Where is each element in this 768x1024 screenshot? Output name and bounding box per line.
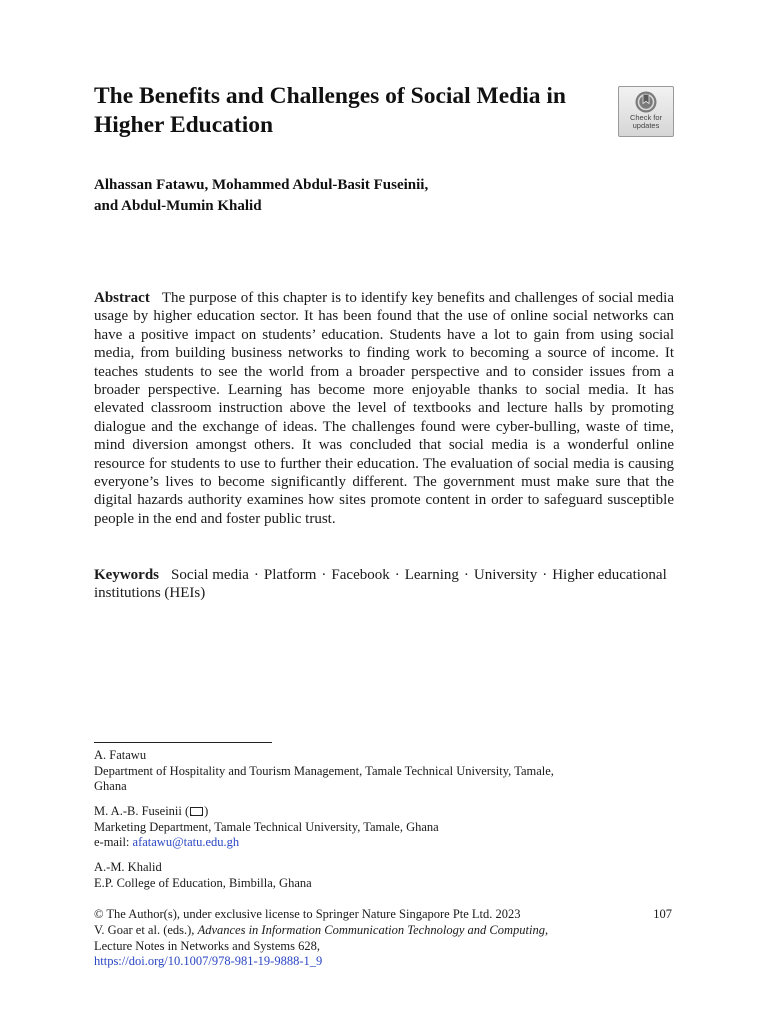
footnote-author-2 bbox=[94, 804, 674, 851]
email-link[interactable]: afatawu@tatu.edu.gh bbox=[132, 835, 240, 849]
footnote-author-3 bbox=[94, 860, 674, 891]
page-number: 107 bbox=[653, 907, 672, 921]
copyright-line: © The Author(s), under exclusive license to Springer Nature Singapore Pte Ltd. 2023 bbox=[94, 907, 521, 921]
author-list bbox=[94, 175, 654, 217]
series-line: Lecture Notes in Networks and Systems 628, bbox=[94, 938, 321, 953]
abstract-label: Abstract bbox=[94, 290, 150, 306]
author-1-name: A. Fatawu bbox=[94, 748, 147, 762]
chapter-title: The Benefits and Challenges of Social Media in Higher Education bbox=[94, 83, 566, 138]
author-2-name-close: ) bbox=[204, 804, 209, 818]
check-for-updates-badge[interactable] bbox=[618, 86, 674, 137]
copyright-block bbox=[94, 907, 634, 970]
author-line-2: and Abdul-Mumin Khalid bbox=[94, 198, 262, 214]
book-title: Advances in Information Communication Technology and Computing bbox=[197, 922, 545, 937]
author-3-affiliation: E.P. College of Education, Bimbilla, Ghana bbox=[94, 875, 312, 890]
keyword-item: Higher educational institutions (HEIs) bbox=[94, 567, 667, 602]
book-title-comma: , bbox=[545, 922, 549, 937]
keyword-item: Learning bbox=[404, 567, 459, 583]
badge-label-line1: Check for bbox=[629, 113, 663, 122]
author-2-name: M. A.-B. Fuseinii ( bbox=[94, 804, 190, 818]
author-line-1: Alhassan Fatawu, Mohammed Abdul-Basit Fuseinii, bbox=[94, 177, 429, 193]
abstract-text: The purpose of this chapter is to identify key benefits and challenges of social media usage by higher education sector. It has been found that the use of online social networks can have a positive impact on students’ education. Students have a lot to gain from using social media, from building business networks to finding work to becoming a source of income. It teaches students to see the world from a broader perspective and to consider issues from a broader perspective. Learning has become more enjoyable thanks to social media. It has elevated classroom instruction above the level of textbooks and lecture halls by promoting dialogue and the exchange of ideas. The challenges found were cyber-bulling, waste of time, mind diversion amongst others. It was concluded that social media is a wonderful online resource for students to use to further their education. The evaluation of social media is causing everyone’s lives to become significantly different. The government must make sure that the digital hazards authority examines how sites promote content in order to safeguard susceptible people in the end and foster public trust. bbox=[94, 290, 674, 527]
keyword-item: Facebook bbox=[331, 567, 390, 583]
editors: V. Goar et al. (eds.), bbox=[94, 922, 198, 937]
doi-link[interactable]: https://doi.org/10.1007/978-981-19-9888-1_9 bbox=[94, 954, 323, 969]
badge-label-line2: updates bbox=[632, 121, 660, 130]
footnote-author-1 bbox=[94, 748, 674, 795]
author-1-affiliation: Department of Hospitality and Tourism Management, Tamale Technical University, Tamale, bbox=[94, 763, 554, 778]
author-3-name: A.-M. Khalid bbox=[94, 860, 162, 874]
keywords bbox=[94, 566, 674, 603]
keywords-label: Keywords bbox=[94, 567, 159, 583]
email-label: e-mail: bbox=[94, 835, 133, 849]
envelope-icon bbox=[190, 807, 203, 816]
keyword-separator: · bbox=[253, 567, 259, 583]
keyword-separator: · bbox=[394, 567, 400, 583]
author-1-affiliation-cont: Ghana bbox=[94, 779, 127, 793]
keyword-separator: · bbox=[542, 567, 548, 583]
footnote-divider bbox=[94, 742, 272, 743]
keyword-item: University bbox=[473, 567, 538, 583]
keyword-separator: · bbox=[463, 567, 469, 583]
check-for-updates-icon bbox=[634, 90, 658, 114]
abstract bbox=[94, 289, 674, 528]
keyword-item: Platform bbox=[263, 567, 317, 583]
keyword-item: Social media bbox=[171, 567, 249, 583]
keyword-separator: · bbox=[321, 567, 327, 583]
author-2-affiliation: Marketing Department, Tamale Technical University, Tamale, Ghana bbox=[94, 819, 439, 834]
